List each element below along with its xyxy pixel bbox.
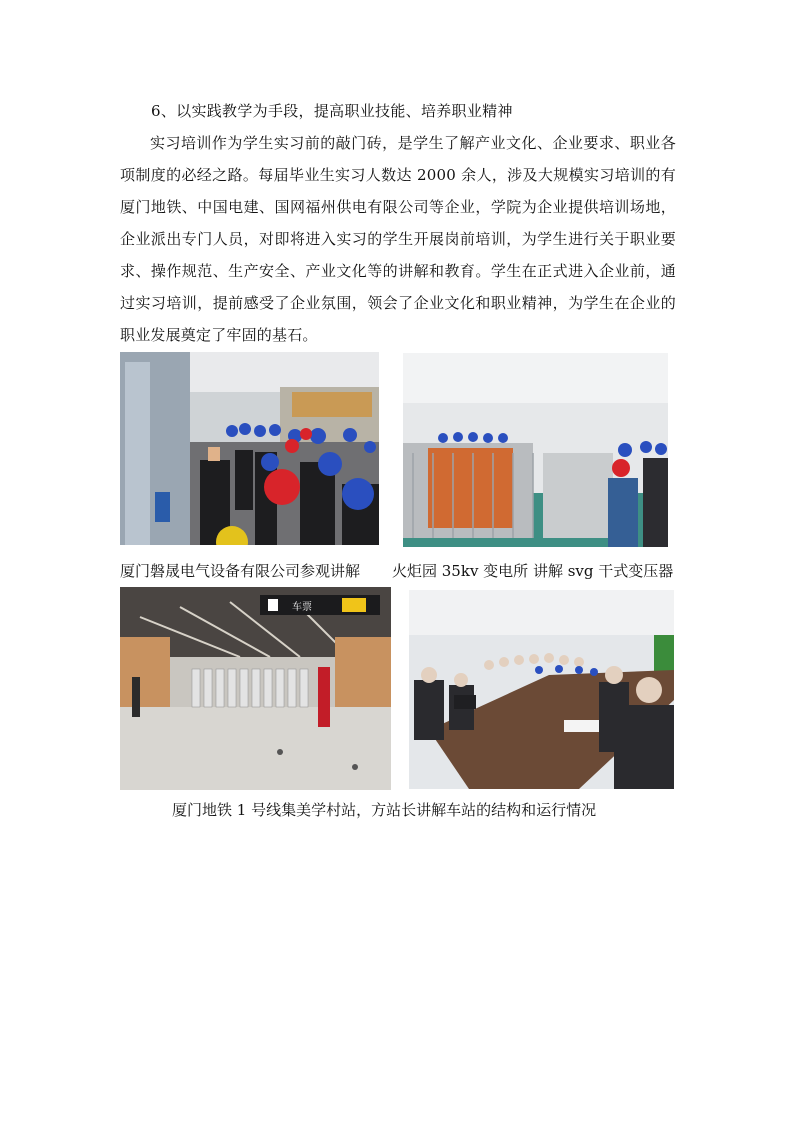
photos34-caption: 厦门地铁 1 号线集美学村站，方站长讲解车站的结构和运行情况 [172, 801, 597, 819]
photo2-caption: 火炬园 35kv 变电所 讲解 svg 干式变压器 [392, 562, 674, 580]
photo-factory-visit [120, 352, 379, 545]
photo1-caption: 厦门磐晟电气设备有限公司参观讲解 [120, 562, 361, 580]
section-heading: 6、以实践教学为手段，提高职业技能、培养职业精神 [151, 102, 513, 120]
metro-sign-text: 车票 [292, 602, 312, 613]
photo-meeting-room [409, 590, 674, 789]
photo-metro-station [120, 587, 391, 790]
section-paragraph: 实习培训作为学生实习前的敲门砖，是学生了解产业文化、企业要求、职业各项制度的必经之路。每届毕业生实习人数达 2000 余人，涉及大规模实习培训的有厦门地铁、中国电建、国网福州供电有限公司等企业，学院为企业提供培训场地，企业派出专门人员，对即将进入实习的学生开展岗前培训，为学生进行关于职业要求、操作规范、生产安全、产业文化等的讲解和教育。学生在正式进入企业前，通过实习培训，提前感受了企业氛围，领会了企业文化和职业精神，为学生在企业的职业发展奠定了牢固的基石。 [120, 134, 676, 344]
photo-substation-transformer [403, 353, 668, 547]
